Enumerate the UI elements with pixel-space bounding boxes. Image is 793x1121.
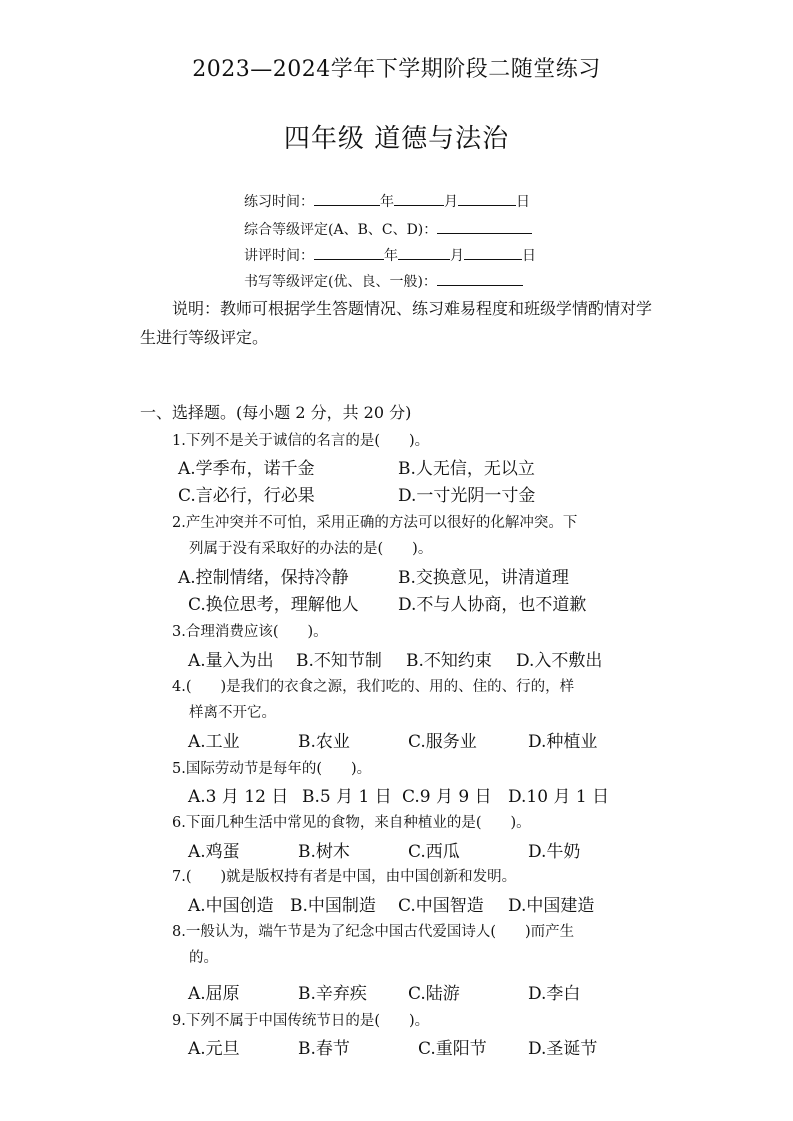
option-b: B.中国制造	[290, 896, 376, 916]
review-time-line	[244, 245, 536, 265]
option-c: C.换位思考，理解他人	[188, 595, 359, 615]
option-d: D.一寸光阴一寸金	[398, 486, 536, 506]
question-stem-cont: 列属于没有采取好的办法的是( )。	[189, 541, 433, 557]
option-a: A.学季布，诺千金	[178, 459, 315, 479]
question-5	[172, 756, 662, 782]
exam-title: 2023—2024学年下学期阶段二随堂练习	[192, 57, 601, 82]
option-a: A.控制情绪，保持冷静	[178, 568, 349, 588]
review-day-blank[interactable]	[464, 246, 522, 260]
option-b: B.树木	[298, 842, 350, 862]
question-3	[172, 619, 662, 645]
option-b: B.辛弃疾	[298, 984, 367, 1004]
instruction-note: 说明：教师可根据学生答题情况、练习难易程度和班级学情酌情对学生进行等级评定。	[140, 299, 653, 347]
practice-time-label: 练习时间：	[244, 194, 314, 210]
option-d: D.中国建造	[508, 896, 595, 916]
question-stem: 4.( )是我们的衣食之源，我们吃的、用的、住的、行的，样	[172, 679, 575, 695]
option-c: C.中国智造	[398, 896, 484, 916]
question-stem: 1.下列不是关于诚信的名言的是( )。	[172, 433, 430, 449]
question-stem: 6.下面几种生活中常见的食物，来自种植业的是( )。	[172, 815, 531, 831]
writing-blank[interactable]	[437, 272, 523, 286]
option-a: A.屈原	[188, 984, 240, 1004]
month-label: 月	[444, 194, 458, 210]
option-a: A.元旦	[188, 1039, 240, 1059]
question-1	[172, 428, 662, 454]
writing-label: 书写等级评定(优、良、一般)：	[244, 274, 437, 290]
option-d: D.李白	[528, 984, 581, 1004]
option-b: B.春节	[298, 1039, 350, 1059]
question-2	[172, 510, 662, 562]
review-day-label: 日	[522, 248, 536, 264]
option-d: D.圣诞节	[528, 1039, 598, 1059]
grade-line	[244, 219, 532, 239]
option-b: B.人无信，无以立	[398, 459, 535, 479]
grade-blank[interactable]	[437, 220, 532, 234]
month-blank[interactable]	[394, 192, 444, 206]
option-a: A.鸡蛋	[188, 842, 240, 862]
question-stem: 5.国际劳动节是每年的( )。	[172, 761, 372, 777]
review-year-label: 年	[384, 248, 398, 264]
day-blank[interactable]	[458, 192, 516, 206]
year-label: 年	[380, 194, 394, 210]
question-stem: 7.( )就是版权持有者是中国，由中国创新和发明。	[172, 869, 517, 885]
option-a: A.工业	[188, 732, 240, 752]
question-stem: 9.下列不属于中国传统节日的是( )。	[172, 1013, 430, 1029]
year-blank[interactable]	[314, 192, 380, 206]
exam-subtitle: 四年级 道德与法治	[283, 124, 510, 154]
option-a: A.中国创造	[188, 896, 274, 916]
question-8	[172, 919, 662, 971]
option-c: C.言必行，行必果	[178, 486, 315, 506]
day-label: 日	[516, 194, 530, 210]
question-4	[172, 674, 662, 726]
question-9	[172, 1008, 662, 1034]
option-d: D.不与人协商，也不道歉	[398, 595, 587, 615]
question-stem-cont: 样离不开它。	[189, 705, 276, 721]
writing-line	[244, 271, 523, 291]
option-c: C.重阳节	[418, 1039, 487, 1059]
option-c: C.9 月 9 日	[402, 787, 492, 807]
question-stem: 2.产生冲突并不可怕，采用正确的方法可以很好的化解冲突。下	[172, 515, 578, 531]
option-c: C.服务业	[408, 732, 477, 752]
option-b: B.不知节制	[296, 651, 382, 671]
option-b: B.5 月 1 日	[302, 787, 392, 807]
option-b: B.农业	[298, 732, 350, 752]
option-d: D.种植业	[528, 732, 598, 752]
review-time-label: 讲评时间：	[244, 248, 314, 264]
question-stem: 3.合理消费应该( )。	[172, 624, 328, 640]
option-d: D.牛奶	[528, 842, 581, 862]
grade-label: 综合等级评定(A、B、C、D)：	[244, 222, 438, 238]
question-stem: 8.一般认为，端午节是为了纪念中国古代爱国诗人( )而产生	[172, 924, 575, 940]
option-a: A.量入为出	[188, 651, 274, 671]
review-month-label: 月	[450, 248, 464, 264]
review-month-blank[interactable]	[398, 246, 450, 260]
option-b-2: B.不知约束	[406, 651, 492, 671]
question-stem-cont: 的。	[189, 950, 218, 966]
question-6	[172, 810, 662, 836]
option-b: B.交换意见，讲清道理	[398, 568, 569, 588]
practice-time-line	[244, 191, 530, 211]
option-d: D.入不敷出	[516, 651, 603, 671]
review-year-blank[interactable]	[314, 246, 384, 260]
option-a: A.3 月 12 日	[188, 787, 289, 807]
option-c: C.陆游	[408, 984, 460, 1004]
section-title: 一、选择题。(每小题 2 分，共 20 分)	[140, 403, 412, 422]
question-7	[172, 864, 662, 890]
option-d: D.10 月 1 日	[508, 787, 610, 807]
option-c: C.西瓜	[408, 842, 460, 862]
